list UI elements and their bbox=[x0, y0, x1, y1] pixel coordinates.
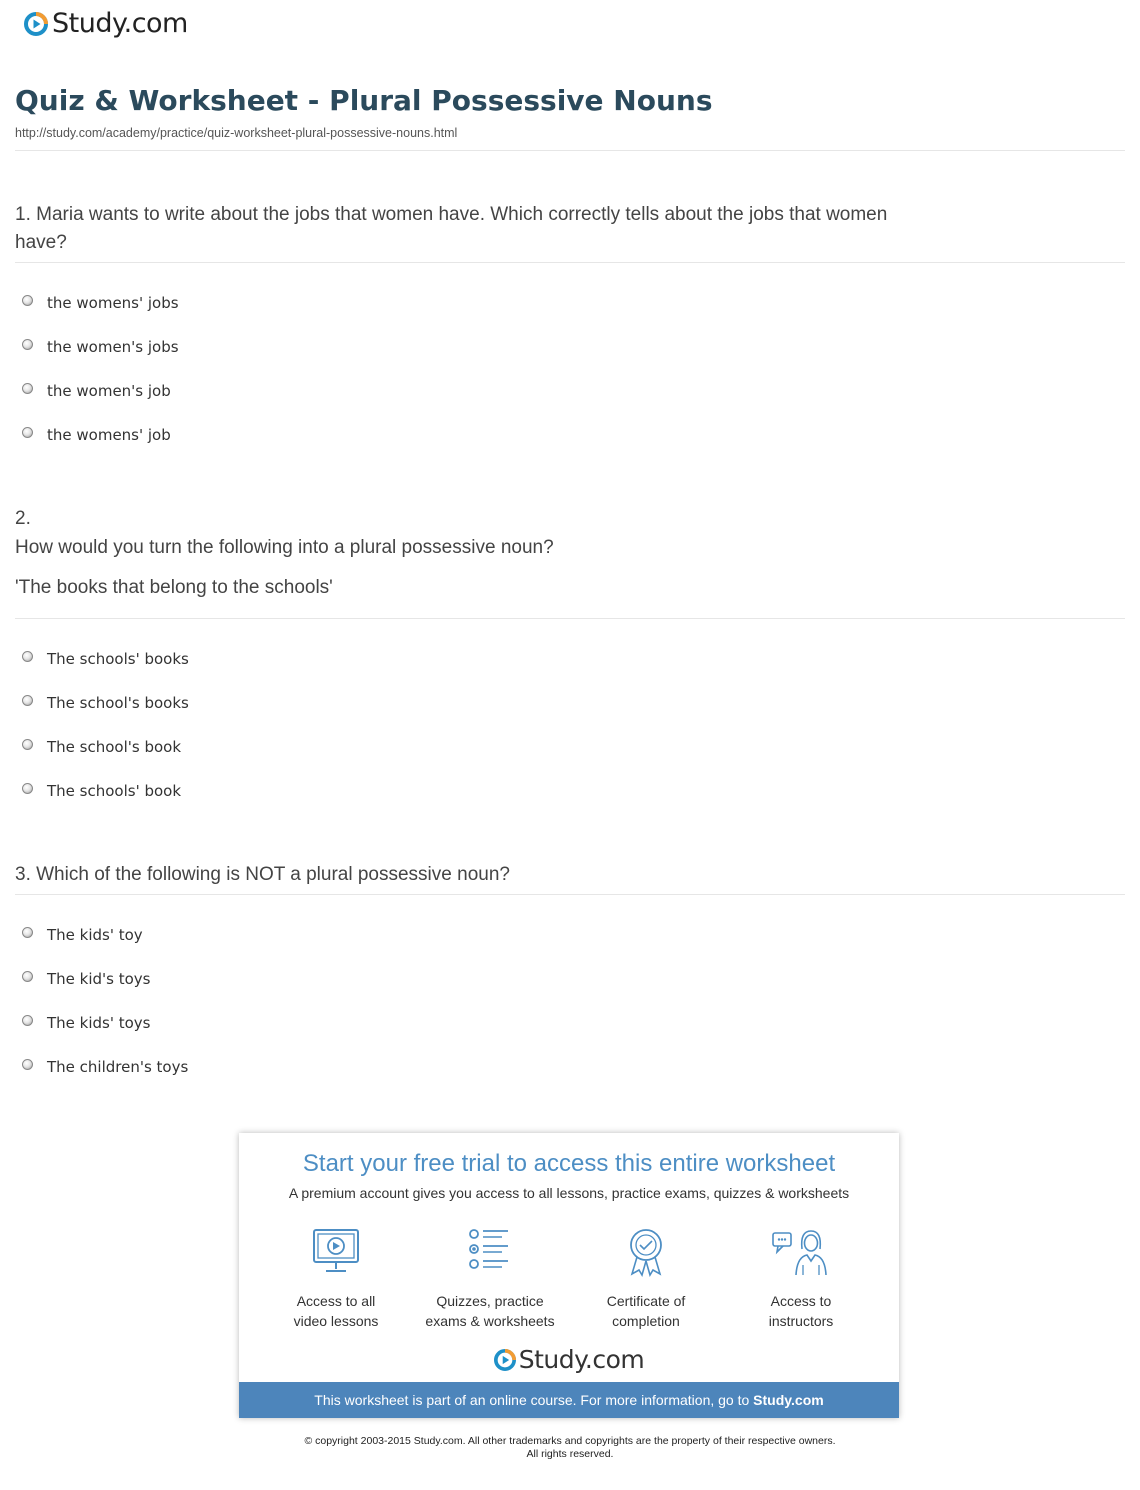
option-label: the women's job bbox=[47, 382, 171, 400]
option-label: The kids' toy bbox=[47, 926, 143, 944]
feature-label-line1: Access to bbox=[770, 1293, 832, 1309]
option-label: the womens' job bbox=[47, 426, 171, 444]
question-2-quote: 'The books that belong to the schools' bbox=[15, 577, 333, 598]
question-2-divider bbox=[15, 618, 1125, 619]
feature-label-line1: Access to all bbox=[296, 1293, 376, 1309]
option-label: The kid's toys bbox=[47, 970, 151, 988]
feature-video-lessons bbox=[261, 1227, 411, 1331]
free-trial-promo bbox=[239, 1133, 899, 1418]
option-label: The school's book bbox=[47, 738, 182, 756]
feature-quizzes bbox=[415, 1227, 565, 1331]
header-divider bbox=[15, 150, 1125, 151]
radio-button[interactable] bbox=[22, 783, 33, 794]
question-3-option-c[interactable] bbox=[22, 1011, 151, 1035]
radio-button[interactable] bbox=[22, 695, 33, 706]
play-circle-icon bbox=[494, 1349, 516, 1371]
feature-instructors bbox=[726, 1227, 876, 1331]
question-1-divider bbox=[15, 262, 1125, 263]
question-2-number: 2. bbox=[15, 508, 31, 529]
play-circle-icon bbox=[24, 12, 48, 36]
feature-label-line2: instructors bbox=[768, 1313, 834, 1329]
radio-button[interactable] bbox=[22, 971, 33, 982]
question-1-prompt: 1. Maria wants to write about the jobs that women have. Which correctly tells about the jobs that women have? bbox=[15, 204, 888, 253]
promo-subtext: A premium account gives you access to all lessons, practice exams, quizzes & worksheets bbox=[288, 1185, 850, 1201]
radio-button[interactable] bbox=[22, 339, 33, 350]
question-3-option-a[interactable] bbox=[22, 923, 143, 947]
promo-logo-text: Study.com bbox=[518, 1345, 645, 1374]
radio-button[interactable] bbox=[22, 1015, 33, 1026]
feature-label-line2: completion bbox=[612, 1313, 680, 1329]
option-label: the women's jobs bbox=[47, 338, 179, 356]
radio-button[interactable] bbox=[22, 739, 33, 750]
feature-certificate bbox=[571, 1227, 721, 1331]
promo-logo[interactable] bbox=[239, 1345, 899, 1374]
video-lesson-icon bbox=[310, 1227, 362, 1277]
copyright-line-1: © copyright 2003-2015 Study.com. All other trademarks and copyrights are the property of their respective owners. bbox=[304, 1435, 836, 1447]
question-3-option-d[interactable] bbox=[22, 1055, 188, 1079]
question-2-prompt: How would you turn the following into a plural possessive noun? bbox=[15, 537, 554, 558]
radio-button[interactable] bbox=[22, 427, 33, 438]
question-3-option-b[interactable] bbox=[22, 967, 151, 991]
feature-label-line1: Quizzes, practice bbox=[436, 1293, 544, 1309]
radio-button[interactable] bbox=[22, 927, 33, 938]
radio-button[interactable] bbox=[22, 1059, 33, 1070]
page-url: http://study.com/academy/practice/quiz-worksheet-plural-possessive-nouns.html bbox=[15, 126, 458, 140]
option-label: The school's books bbox=[47, 694, 189, 712]
page-title: Quiz & Worksheet - Plural Possessive Nouns bbox=[15, 84, 713, 117]
instructor-icon bbox=[770, 1227, 832, 1277]
radio-button[interactable] bbox=[22, 383, 33, 394]
copyright-line-2: All rights reserved. bbox=[526, 1448, 614, 1460]
question-1-option-d[interactable] bbox=[22, 423, 171, 447]
question-3-divider bbox=[15, 894, 1125, 895]
feature-label-line2: video lessons bbox=[293, 1313, 379, 1329]
copyright-notice bbox=[0, 1435, 1140, 1461]
question-1-option-b[interactable] bbox=[22, 335, 179, 359]
option-label: The schools' book bbox=[47, 782, 182, 800]
quiz-list-icon bbox=[464, 1227, 516, 1277]
site-logo[interactable] bbox=[24, 8, 188, 39]
feature-label-line1: Certificate of bbox=[606, 1293, 686, 1309]
feature-label-line2: exams & worksheets bbox=[425, 1313, 555, 1329]
radio-button[interactable] bbox=[22, 295, 33, 306]
option-label: The schools' books bbox=[47, 650, 189, 668]
option-label: The kids' toys bbox=[47, 1014, 151, 1032]
option-label: The children's toys bbox=[47, 1058, 189, 1076]
question-2-option-a[interactable] bbox=[22, 647, 189, 671]
question-2-option-c[interactable] bbox=[22, 735, 181, 759]
question-2-option-b[interactable] bbox=[22, 691, 189, 715]
promo-headline[interactable]: Start your free trial to access this entire worksheet bbox=[302, 1150, 836, 1177]
option-label: the womens' jobs bbox=[47, 294, 179, 312]
study-link[interactable]: Study.com bbox=[753, 1392, 824, 1408]
question-2-option-d[interactable] bbox=[22, 779, 181, 803]
question-3-prompt: 3. Which of the following is NOT a plural possessive noun? bbox=[15, 864, 510, 885]
certificate-icon bbox=[620, 1227, 672, 1277]
radio-button[interactable] bbox=[22, 651, 33, 662]
logo-text: Study.com bbox=[52, 8, 188, 39]
course-info-bar bbox=[239, 1382, 899, 1418]
question-1-option-a[interactable] bbox=[22, 291, 179, 315]
course-info-text: This worksheet is part of an online course. For more information, go to bbox=[314, 1392, 754, 1408]
question-1-option-c[interactable] bbox=[22, 379, 171, 403]
